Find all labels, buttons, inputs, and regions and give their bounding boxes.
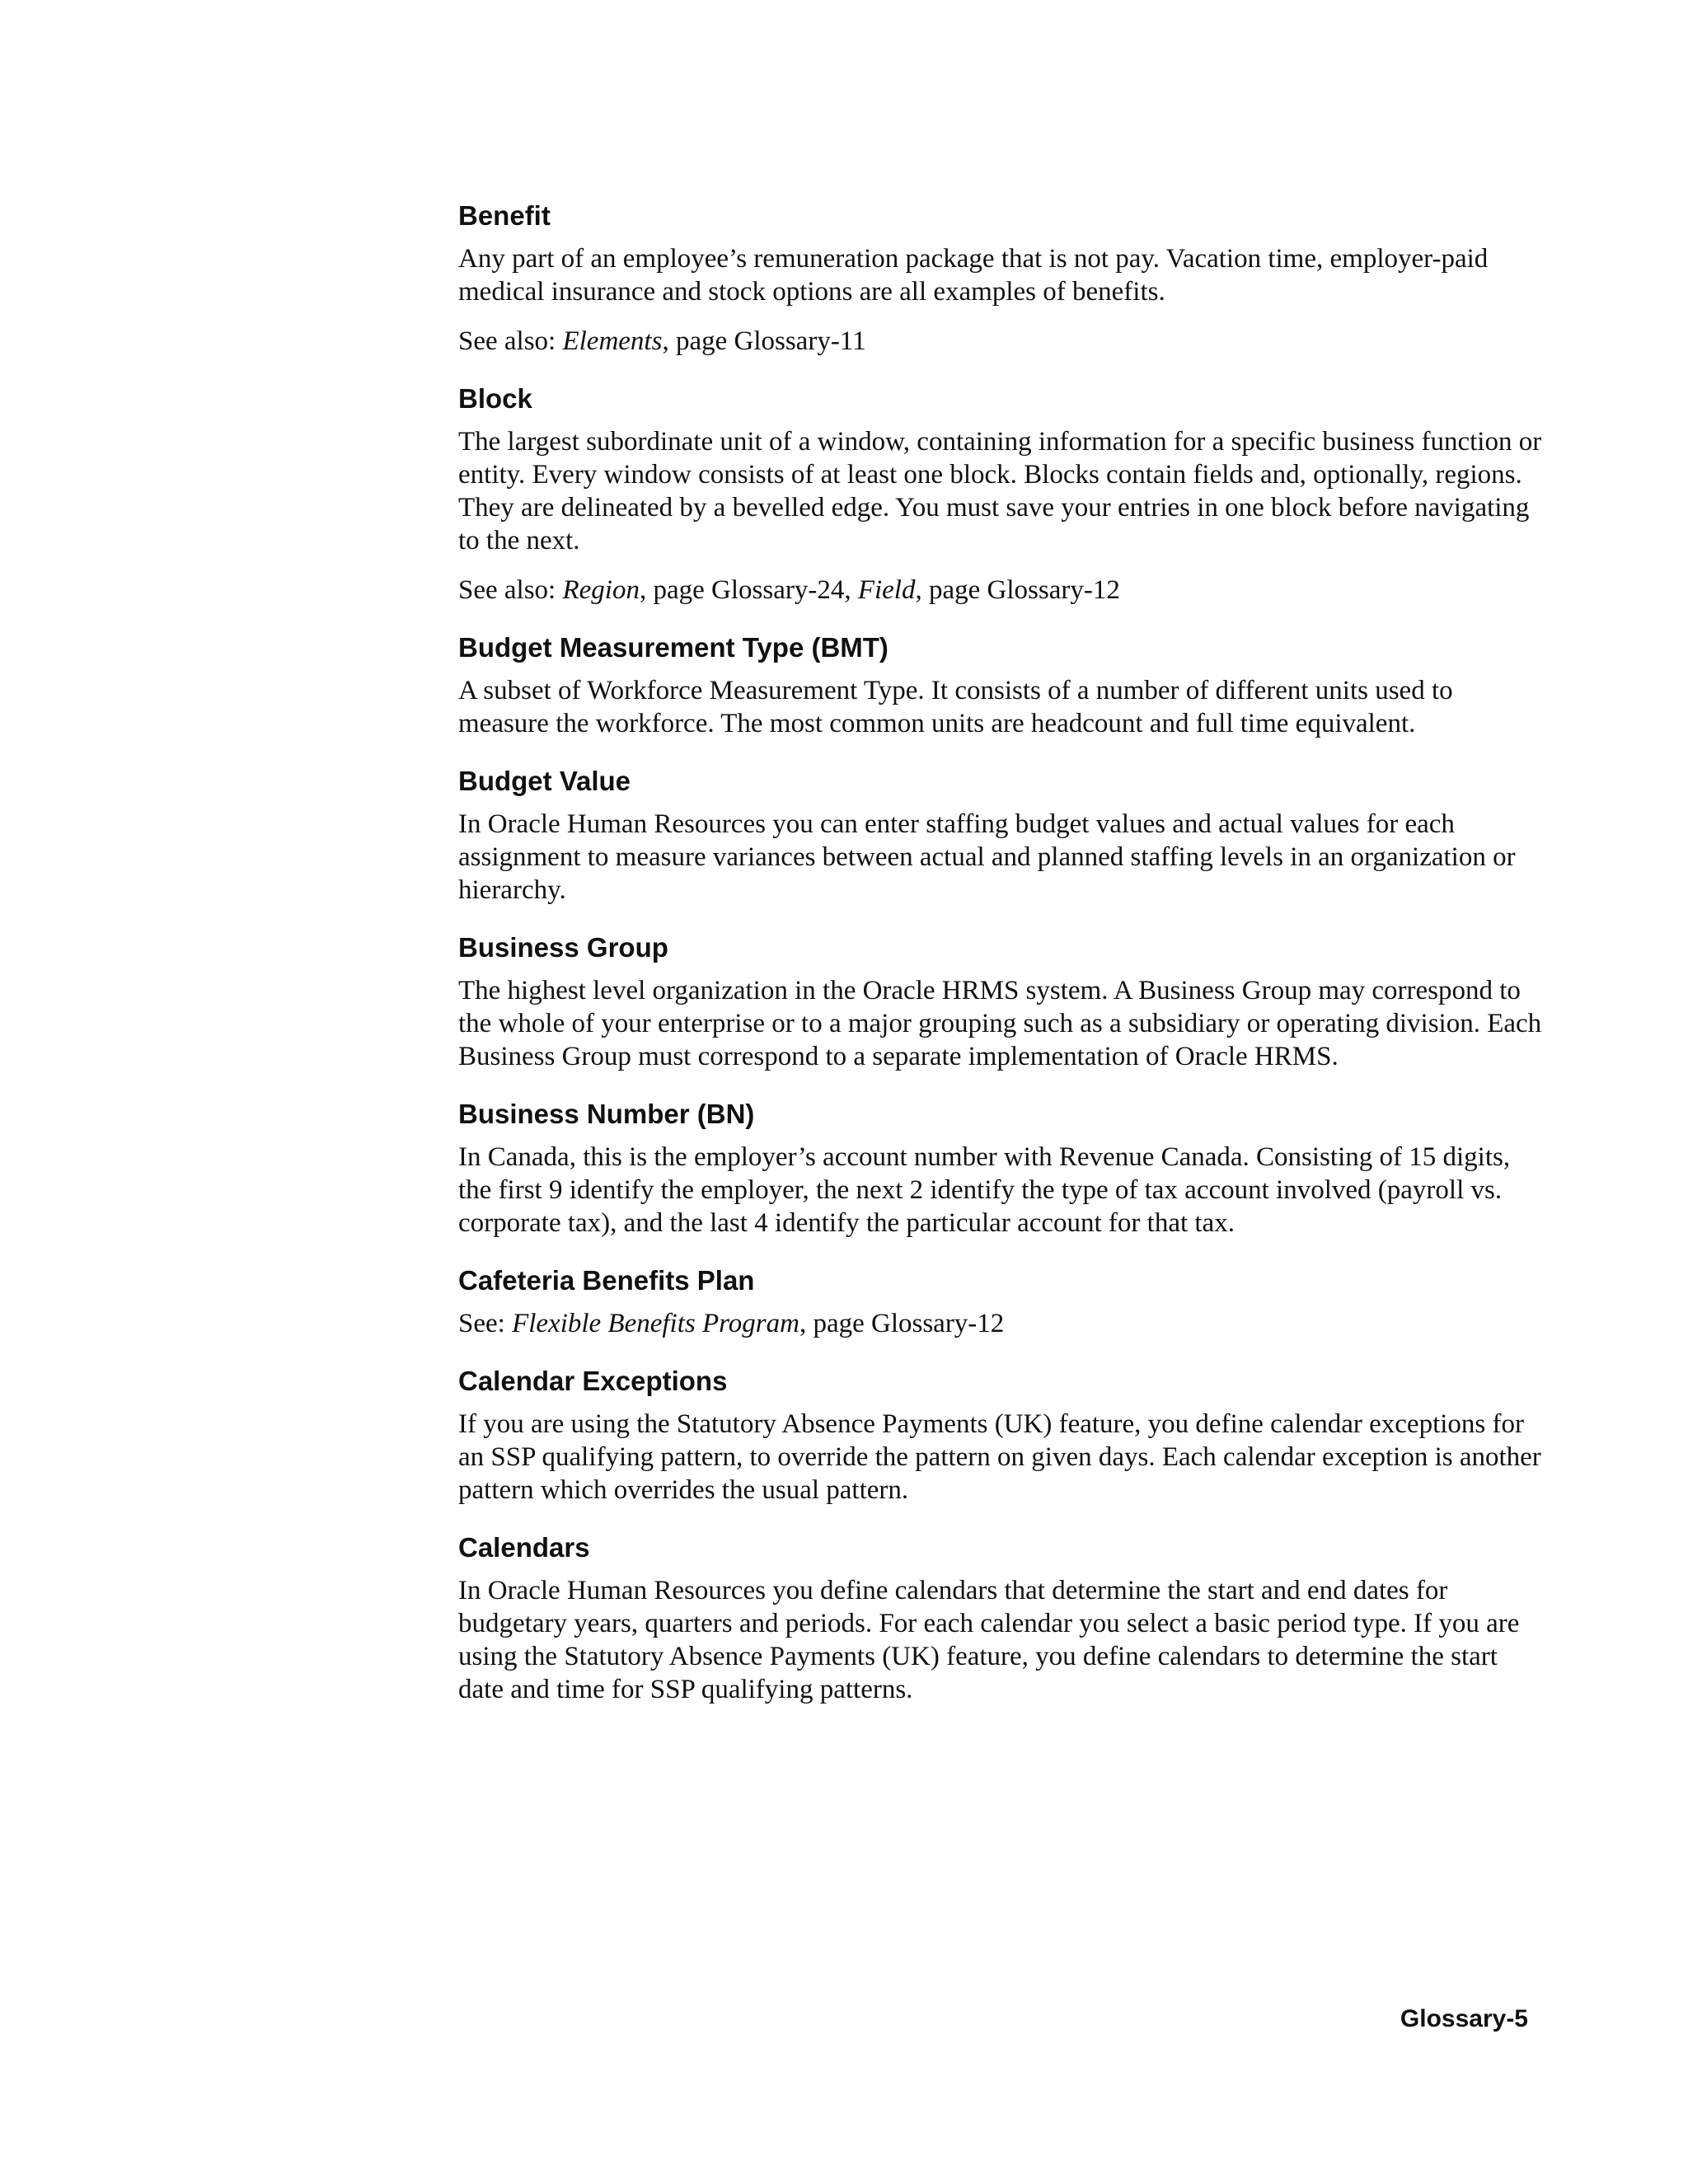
see-reference bbox=[458, 1307, 1546, 1340]
see-also bbox=[458, 574, 1546, 607]
entry-definition: The largest subordinate unit of a window, containing information for a specific business function or entity. Every window consists of at least one block. Blocks contain fields and, optionally, regions. They are delineated by a bevelled edge. You must save your entries in one block before navigating to the next. bbox=[458, 427, 1542, 555]
see-also-link-title[interactable]: Elements bbox=[562, 326, 663, 356]
see-also-page: , page Glossary-12 bbox=[915, 575, 1120, 605]
entry-definition: Any part of an employee’s remuneration package that is not pay. Vacation time, employer-paid medical insurance and stock options are all examples of benefits. bbox=[458, 244, 1489, 307]
entry-definition: In Oracle Human Resources you define calendars that determine the start and end dates for budgetary years, quarters and periods. For each calendar you select a basic period type. If you are using the Statutory Absence Payments (UK) feature, you define calendars to determine the start date and time for SSP qualifying patterns. bbox=[458, 1576, 1520, 1704]
entry-definition: In Canada, this is the employer’s account number with Revenue Canada. Consisting of 15 digits, the first 9 identify the employer, the next 2 identify the type of tax account involved (payroll vs. corporate tax), and the last 4 identify the particular account for that tax. bbox=[458, 1142, 1511, 1238]
entry-term: Calendars bbox=[458, 1532, 590, 1563]
entry-term: Block bbox=[458, 383, 532, 414]
glossary-entry-calendars bbox=[458, 1531, 1546, 1706]
glossary-entry-business-group bbox=[458, 931, 1546, 1073]
see-also-prefix: See also: bbox=[458, 575, 556, 605]
glossary-entry-calendar-exceptions bbox=[458, 1365, 1546, 1507]
glossary-entry-cafeteria-benefits-plan bbox=[458, 1264, 1546, 1340]
see-prefix: See: bbox=[458, 1309, 505, 1338]
entry-term: Business Number (BN) bbox=[458, 1099, 755, 1129]
entry-term: Cafeteria Benefits Plan bbox=[458, 1265, 755, 1296]
glossary-entry-business-number bbox=[458, 1098, 1546, 1240]
see-also-link-title[interactable]: Field bbox=[857, 575, 916, 605]
glossary-entry-budget-value bbox=[458, 765, 1546, 907]
see-also bbox=[458, 325, 1546, 358]
glossary-entry-budget-measurement-type bbox=[458, 631, 1546, 740]
entry-term: Calendar Exceptions bbox=[458, 1366, 728, 1396]
see-link-title[interactable]: Flexible Benefits Program bbox=[512, 1309, 799, 1338]
entry-definition: If you are using the Statutory Absence Payments (UK) feature, you define calendar exceptions for an SSP qualifying pattern, to override the pattern on given days. Each calendar exception is another pattern which overrides the usual pattern. bbox=[458, 1409, 1541, 1505]
entry-term: Budget Value bbox=[458, 766, 631, 796]
entry-term: Budget Measurement Type (BMT) bbox=[458, 632, 889, 663]
entry-definition: In Oracle Human Resources you can enter staffing budget values and actual values for each assignment to measure variances between actual and planned staffing levels in an organization or hierarchy. bbox=[458, 809, 1516, 905]
glossary-content bbox=[458, 199, 1546, 1731]
entry-definition: A subset of Workforce Measurement Type. It consists of a number of different units used to measure the workforce. The most common units are headcount and full time equivalent. bbox=[458, 676, 1453, 738]
see-also-link-title[interactable]: Region bbox=[562, 575, 640, 605]
see-also-page: , page Glossary-11 bbox=[662, 326, 866, 356]
see-also-prefix: See also: bbox=[458, 326, 556, 356]
see-also-page: , page Glossary-24, bbox=[639, 575, 858, 605]
glossary-entry-benefit bbox=[458, 199, 1546, 358]
page-number: Glossary-5 bbox=[1400, 2005, 1528, 2032]
entry-term: Business Group bbox=[458, 932, 668, 963]
entry-term: Benefit bbox=[458, 200, 551, 231]
glossary-entry-block bbox=[458, 382, 1546, 607]
entry-definition: The highest level organization in the Oracle HRMS system. A Business Group may correspond to the whole of your enterprise or to a major grouping such as a subsidiary or operating division. Each Business Group must correspond to a separate implementation of Oracle HRMS. bbox=[458, 976, 1542, 1071]
see-page: , page Glossary-12 bbox=[799, 1309, 1005, 1338]
